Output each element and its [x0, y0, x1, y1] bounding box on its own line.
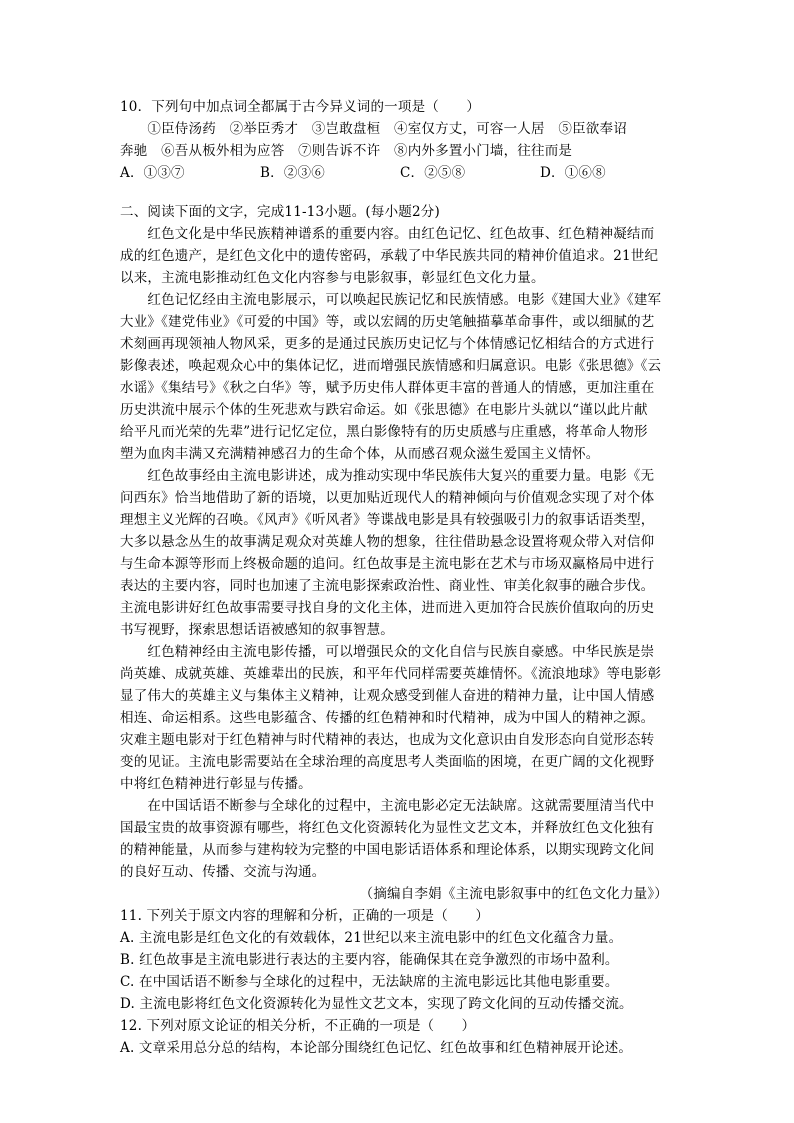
passage-line: 历史洪流中展示个体的生死悲欢与跌宕命运。如《张思德》在电影片头就以“谨以此片献: [120, 402, 648, 418]
passage-line: 在中国话语不断参与全球化的过程中，主流电影必定无法缺席。这就需要厘清当代中: [120, 798, 655, 814]
q11-stem: 11. 下列关于原文内容的理解和分析，正确的一项是（ ）: [120, 908, 490, 924]
passage-line: 红色文化是中华民族精神谱系的重要内容。由红色记忆、红色故事、红色精神凝结而: [120, 226, 655, 242]
passage-line: 术刻画再现领袖人物风采，更多的是通过民族历史记忆与个体情感记忆相结合的方式进行: [120, 336, 655, 352]
passage-line: 国最宝贵的故事资源有哪些，将红色文化资源转化为显性文艺文本，并释放红色文化独有: [120, 820, 655, 836]
passage-line: 给平凡而光荣的先辈”进行记忆定位，黑白影像特有的历史质感与庄重感，将革命人物形: [120, 424, 648, 440]
q11-option-c: C. 在中国话语不断参与全球化的过程中，无法缺席的主流电影远比其他电影重要。: [120, 974, 619, 990]
q11-option-b: B. 红色故事是主流电影进行表达的主要内容，能确保其在竞争激烈的市场中盈利。: [120, 952, 619, 968]
q10-option-d: D．①⑥⑧: [540, 165, 606, 181]
passage-line: 以来，主流电影推动红色文化内容参与电影叙事，彰显红色文化力量。: [120, 270, 545, 286]
q10-choices-line-2: 奔驰 ⑥吾从板外相为应答 ⑦则告诉不许 ⑧内外多置小门墙，往往而是: [120, 143, 573, 159]
q10-option-a: A．①③⑦: [120, 165, 185, 181]
passage-line: 理想主义光辉的召唤。《风声》《听风者》等谍战电影是具有较强吸引力的叙事话语类型，: [120, 512, 655, 528]
passage-line: 与生命本源等形而上终极命题的追问。红色故事是主流电影在艺术与市场双赢格局中进行: [120, 556, 655, 572]
passage-source: （摘编自李娟《主流电影叙事中的红色文化力量》）: [359, 886, 668, 902]
passage-line: 成的红色遗产，是红色文化中的遗传密码，承载了中华民族共同的精神价值追求。21世纪: [120, 248, 659, 264]
q10-options: [120, 162, 680, 184]
passage-line: 灾难主题电影对于红色精神与时代精神的表达，也成为文化意识由自发形态向自觉形态转: [120, 732, 655, 748]
passage-line: 相连、命运相系。这些电影蕴含、传播的红色精神和时代精神，成为中国人的精神之源。: [120, 710, 655, 726]
q11-option-d: D. 主流电影将红色文化资源转化为显性文艺文本，实现了跨文化间的互动传播交流。: [120, 996, 633, 1012]
passage-line: 水谣》《集结号》《秋之白华》等，赋予历史伟人群体更丰富的普通人的情感，更加注重在: [120, 380, 655, 396]
passage-line: 影像表述，唤起观众心中的集体记忆，进而增强民族情感和归属意识。电影《张思德》《云: [120, 358, 662, 374]
q12-option-a: A. 文章采用总分总的结构，本论部分围绕红色记忆、红色故事和红色精神展开论述。: [120, 1040, 633, 1056]
q10-choices-line-1: ①臣侍汤药 ②举臣秀才 ③岂敢盘桓 ④室仅方丈，可容一人居 ⑤臣欲奉诏: [120, 121, 627, 137]
passage-line: 的精神能量，从而参与建构较为完整的中国电影话语体系和理论体系，以期实现跨文化间: [120, 842, 655, 858]
passage-line: 显了伟大的英雄主义与集体主义精神，让观众感受到催人奋进的精神力量，让中国人情感: [120, 688, 655, 704]
passage-line: 变的见证。主流电影需要站在全球治理的高度思考人类面临的困境，在更广阔的文化视野: [120, 754, 655, 770]
passage-line: 红色精神经由主流电影传播，可以增强民众的文化自信与民族自豪感。中华民族是崇: [120, 644, 655, 660]
q10-option-b: B．②③⑥: [260, 165, 325, 181]
section-2-heading: 二、阅读下面的文字，完成11-13小题。(每小题2分): [120, 204, 440, 220]
passage-line: 红色记忆经由主流电影展示，可以唤起民族记忆和民族情感。电影《建国大业》《建军: [120, 292, 662, 308]
passage-line: 尚英雄、成就英雄、英雄辈出的民族，和平年代同样需要英雄情怀。《流浪地球》等电影彰: [120, 666, 662, 682]
q10-option-c: C．②⑤⑧: [400, 165, 466, 181]
passage-line: 大多以悬念丛生的故事满足观众对英雄人物的想象，往往借助悬念设置将观众带入对信仰: [120, 534, 655, 550]
passage-line: 的良好互动、传播、交流与沟通。: [120, 864, 326, 880]
q12-stem: 12. 下列对原文论证的相关分析，不正确的一项是（ ）: [120, 1018, 476, 1034]
passage-line: 红色故事经由主流电影讲述，成为推动实现中华民族伟大复兴的重要力量。电影《无: [120, 468, 655, 484]
passage-line: 表达的主要内容，同时也加速了主流电影探索政治性、商业性、审美化叙事的融合步伐。: [120, 578, 655, 594]
passage-line: 塑为血肉丰满又充满精神感召力的生命个体，从而感召观众滋生爱国主义情怀。: [120, 446, 600, 462]
passage-line: 主流电影讲好红色故事需要寻找自身的文化主体，进而进入更加符合民族价值取向的历史: [120, 600, 655, 616]
passage-line: 大业》《建党伟业》《可爱的中国》等，或以宏阔的历史笔触描摹革命事件，或以细腻的艺: [120, 314, 655, 330]
passage-line: 中将红色精神进行彰显与传播。: [120, 776, 312, 792]
q10-stem: 10．下列句中加点词全都属于古今异义词的一项是（ ）: [120, 99, 481, 115]
passage-line: 问西东》恰当地借助了新的语境，以更加贴近现代人的精神倾向与价值观念实现了对个体: [120, 490, 655, 506]
passage-line: 书写视野，探索思想话语被感知的叙事智慧。: [120, 622, 394, 638]
q11-option-a: A. 主流电影是红色文化的有效载体，21世纪以来主流电影中的红色文化蕴含力量。: [120, 930, 623, 946]
